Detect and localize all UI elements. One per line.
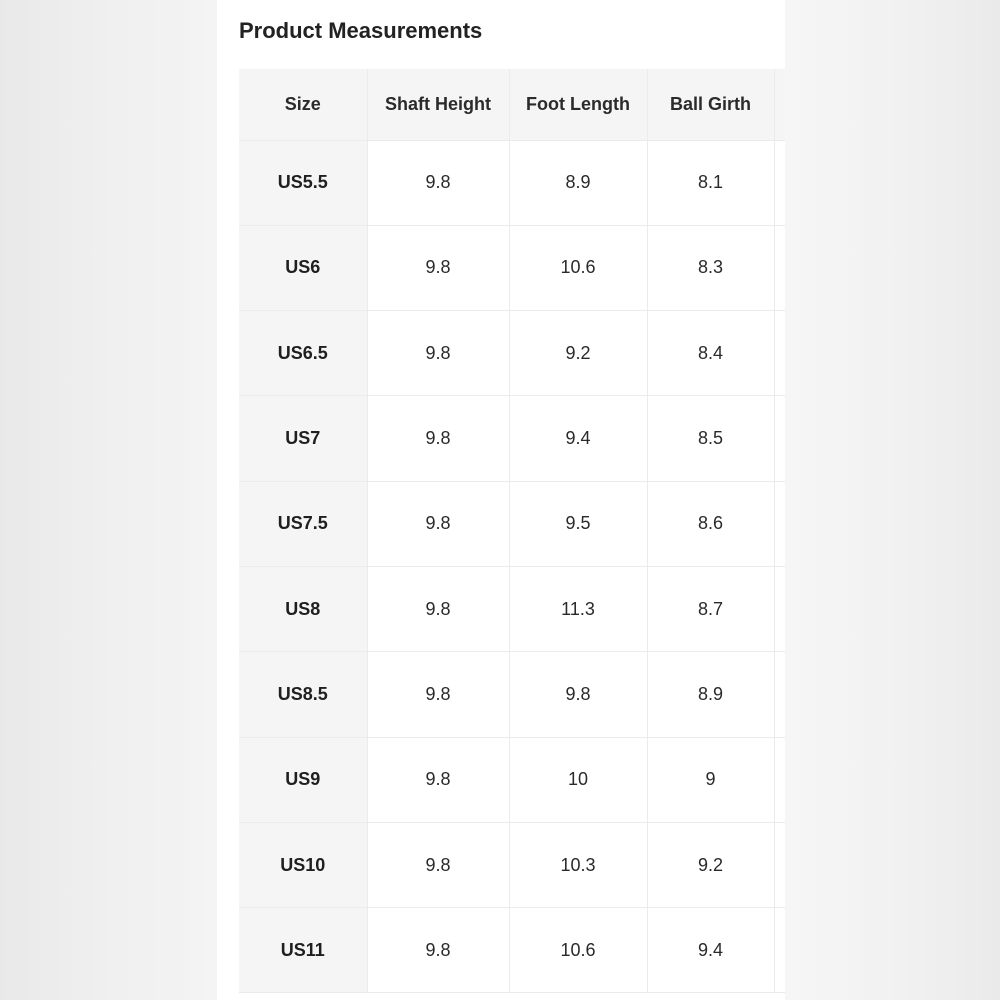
foot-length-cell: 9.2 bbox=[509, 311, 647, 396]
foot-length-cell: 9.4 bbox=[509, 396, 647, 481]
ball-girth-cell: 8.1 bbox=[647, 140, 774, 225]
table-row bbox=[239, 908, 785, 993]
truncated-cell bbox=[774, 566, 785, 651]
background-right bbox=[785, 0, 1000, 1000]
shaft-height-cell: 9.8 bbox=[367, 652, 509, 737]
ball-girth-cell: 9.2 bbox=[647, 822, 774, 907]
foot-length-cell: 11.3 bbox=[509, 566, 647, 651]
table-body bbox=[239, 140, 785, 993]
measurements-table bbox=[239, 69, 785, 993]
foot-length-cell: 10 bbox=[509, 737, 647, 822]
shaft-height-cell: 9.8 bbox=[367, 908, 509, 993]
ball-girth-cell: 8.7 bbox=[647, 566, 774, 651]
background-left bbox=[0, 0, 217, 1000]
table-row bbox=[239, 566, 785, 651]
table-row bbox=[239, 225, 785, 310]
measurements-table-scroll[interactable] bbox=[239, 69, 785, 993]
ball-girth-cell: 8.5 bbox=[647, 396, 774, 481]
truncated-cell bbox=[774, 737, 785, 822]
truncated-cell bbox=[774, 481, 785, 566]
table-row bbox=[239, 396, 785, 481]
ball-girth-cell: 8.4 bbox=[647, 311, 774, 396]
foot-length-cell: 8.9 bbox=[509, 140, 647, 225]
shaft-height-cell: 9.8 bbox=[367, 566, 509, 651]
truncated-cell bbox=[774, 652, 785, 737]
size-cell: US10 bbox=[239, 822, 367, 907]
size-cell: US7 bbox=[239, 396, 367, 481]
truncated-cell bbox=[774, 311, 785, 396]
ball-girth-cell: 8.3 bbox=[647, 225, 774, 310]
table-row bbox=[239, 311, 785, 396]
foot-length-cell: 9.8 bbox=[509, 652, 647, 737]
truncated-cell bbox=[774, 822, 785, 907]
table-header-row bbox=[239, 69, 785, 140]
column-header-size: Size bbox=[239, 69, 367, 140]
table-row bbox=[239, 822, 785, 907]
size-cell: US6.5 bbox=[239, 311, 367, 396]
size-cell: US5.5 bbox=[239, 140, 367, 225]
table-row bbox=[239, 481, 785, 566]
ball-girth-cell: 9.4 bbox=[647, 908, 774, 993]
page-title: Product Measurements bbox=[239, 18, 483, 43]
shaft-height-cell: 9.8 bbox=[367, 481, 509, 566]
ball-girth-cell: 8.6 bbox=[647, 481, 774, 566]
size-cell: US6 bbox=[239, 225, 367, 310]
truncated-cell bbox=[774, 140, 785, 225]
shaft-height-cell: 9.8 bbox=[367, 311, 509, 396]
measurements-panel bbox=[217, 0, 785, 1000]
truncated-cell bbox=[774, 396, 785, 481]
table-row bbox=[239, 652, 785, 737]
shaft-height-cell: 9.8 bbox=[367, 396, 509, 481]
size-cell: US8 bbox=[239, 566, 367, 651]
column-header-truncated bbox=[774, 69, 785, 140]
size-cell: US7.5 bbox=[239, 481, 367, 566]
shaft-height-cell: 9.8 bbox=[367, 737, 509, 822]
truncated-cell bbox=[774, 908, 785, 993]
foot-length-cell: 10.6 bbox=[509, 908, 647, 993]
foot-length-cell: 9.5 bbox=[509, 481, 647, 566]
size-cell: US11 bbox=[239, 908, 367, 993]
column-header-foot-length: Foot Length bbox=[509, 69, 647, 140]
truncated-cell bbox=[774, 225, 785, 310]
shaft-height-cell: 9.8 bbox=[367, 140, 509, 225]
column-header-ball-girth: Ball Girth bbox=[647, 69, 774, 140]
size-cell: US9 bbox=[239, 737, 367, 822]
foot-length-cell: 10.3 bbox=[509, 822, 647, 907]
ball-girth-cell: 9 bbox=[647, 737, 774, 822]
size-cell: US8.5 bbox=[239, 652, 367, 737]
column-header-shaft-height: Shaft Height bbox=[367, 69, 509, 140]
shaft-height-cell: 9.8 bbox=[367, 225, 509, 310]
ball-girth-cell: 8.9 bbox=[647, 652, 774, 737]
shaft-height-cell: 9.8 bbox=[367, 822, 509, 907]
table-row bbox=[239, 737, 785, 822]
table-row bbox=[239, 140, 785, 225]
foot-length-cell: 10.6 bbox=[509, 225, 647, 310]
